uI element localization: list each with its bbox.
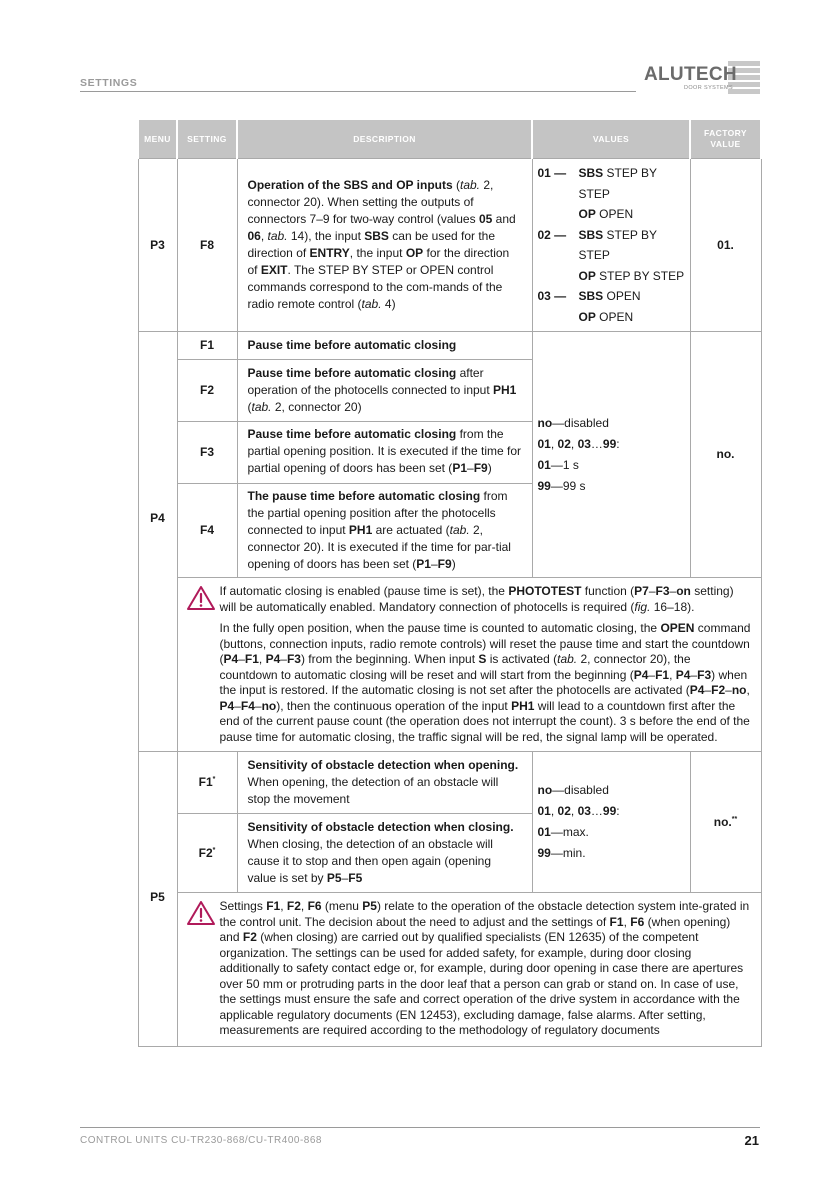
value-option-02: 02 — SBS STEP BY STEP OP STEP BY STEP: [537, 227, 685, 283]
table-row-p5-note: [138, 893, 761, 1047]
table-row-p4-note: [138, 578, 761, 752]
warning-icon: [186, 899, 220, 1039]
p4-note-paragraph-2: In the fully open position, when the pause time is counted to automatic closing, the OPEN command (buttons, connection inputs, radio remote controls) will reset the pause time and start the countdown (P4–F1, P4–F3) from the beginning. When input S is activated (tab. 2, connector 20), the countdown to automatic closing will be reset and will start from the beginning (P4–F1, P4–F3) when the input is restored. If the automatic closing is not set after the photocells are activated (P4–F2–no, P4–F4–no), then the continuous operation of the input PH1 will lead to a countdown first after the end of the current pause count (the operation does not interrupt the count). 3 s before the end of the pause time for automatic closing, the traffic signal will be red, the signal lamp will be operated.: [219, 621, 751, 744]
header-rule: [80, 91, 636, 92]
description-cell-p4-f4: The pause time before automatic closing from the partial opening position after the photocells connected to input PH1 are actuated (tab. 2, connector 20). It is executed if the time for par-tial opening of doors has been set (P1–F9): [237, 484, 532, 578]
table-row-p4-f1: [138, 332, 761, 360]
description-cell-p5-f1: Sensitivity of obstacle detection when opening. When opening, the detection of an obstacle will stop the movement: [237, 752, 532, 814]
section-label: SETTINGS: [80, 77, 138, 89]
setting-cell-p4-f2: F2: [177, 360, 237, 422]
logo-subtitle: DOOR SYSTEMS: [684, 85, 734, 91]
setting-cell-p4-f3: F3: [177, 422, 237, 484]
description-cell-p3-f8: Operation of the SBS and OP inputs (tab. 2, connector 20). When setting the outputs of connectors 7–9 for two-way control (values 05 and 06, tab. 14), the input SBS can be used for the direction of ENTRY, the input OP for the direction of EXIT. The STEP BY STEP or OPEN control commands correspond to the com-mands of the radio remote control (tab. 4): [237, 159, 532, 332]
col-setting-header: SETTING: [177, 120, 237, 159]
factory-cell-p5: no.**: [690, 752, 761, 893]
logo-name: ALUTECH: [644, 64, 737, 85]
setting-cell-f8: F8: [177, 159, 237, 332]
value-option-03: 03 — SBS OPEN OP OPEN: [537, 289, 641, 324]
table-row-p5-f1: [138, 752, 761, 814]
description-cell-p4-f2: Pause time before automatic closing after operation of the photocells connected to input PH1 (tab. 2, connector 20): [237, 360, 532, 422]
menu-cell-p4: P4: [138, 332, 177, 752]
p5-warning-note: [177, 893, 761, 1047]
menu-cell-p3: P3: [138, 159, 177, 332]
values-cell-p4: no—disabled 01, 02, 03…99: 01—1 s 99—99 s: [532, 332, 690, 578]
setting-cell-p5-f1: F1*: [177, 752, 237, 814]
factory-cell-p4: no.: [690, 332, 761, 578]
description-cell-p4-f3: Pause time before automatic closing from the partial opening position. It is executed if the time for partial opening of doors has been set (P1–F9): [237, 422, 532, 484]
table-row-p3-f8: [138, 159, 761, 332]
factory-cell-p3-f8: 01.: [690, 159, 761, 332]
page-number: 21: [744, 1133, 759, 1148]
p4-note-paragraph-1: If automatic closing is enabled (pause time is set), the PHOTOTEST function (P7–F3–on setting) will be automatically enabled. Mandatory connection of photocells is required (fig. 16–18).: [219, 584, 734, 614]
setting-cell-p5-f2: F2*: [177, 814, 237, 893]
p5-note-paragraph: Settings F1, F2, F6 (menu P5) relate to the operation of the obstacle detection system inte-grated in the control unit. The decision about the need to adjust and the settings of F1, F6 (when opening) and F2 (when closing) are carried out by qualified specialists (EN 12635) of the competent organization. The settings can be used for added safety, for example, during door closing additionally to safety contact edge or, for example, during door opening in case there are apertures over 50 mm or protruding parts in the door leaf that a person can grab or stand on. In case of use, the settings must ensure the safe and correct operation of the drive system in accordance with the applicable regulatory documents (EN 12453), excluding damage, false alarms. After setting, measurements are required according to the methodology of regulatory documents: [219, 899, 750, 1037]
p4-warning-note: [177, 578, 761, 752]
values-cell-p3-f8: [532, 159, 690, 332]
footer-rule: [80, 1127, 760, 1128]
footer-model: CONTROL UNITS CU-TR230-868/CU-TR400-868: [80, 1135, 322, 1146]
values-cell-p5: no—disabled 01, 02, 03…99: 01—max. 99—min.: [532, 752, 690, 893]
settings-table: [137, 120, 762, 1047]
col-description-header: DESCRIPTION: [237, 120, 532, 159]
setting-cell-p4-f4: F4: [177, 484, 237, 578]
col-factory-header: FACTORY VALUE: [690, 120, 761, 159]
col-values-header: VALUES: [532, 120, 690, 159]
description-cell-p5-f2: Sensitivity of obstacle detection when closing. When closing, the detection of an obstacle will cause it to stop and then open again (opening value is set by P5–F5: [237, 814, 532, 893]
table-header-row: [138, 120, 761, 159]
value-option-01: 01 — SBS STEP BY STEP OP OPEN: [537, 166, 657, 221]
col-menu-header: MENU: [138, 120, 177, 159]
setting-cell-p4-f1: F1: [177, 332, 237, 360]
menu-cell-p5: P5: [138, 752, 177, 1047]
warning-icon: [186, 584, 220, 745]
brand-logo: [640, 60, 762, 96]
description-cell-p4-f1: Pause time before automatic closing: [237, 332, 532, 360]
